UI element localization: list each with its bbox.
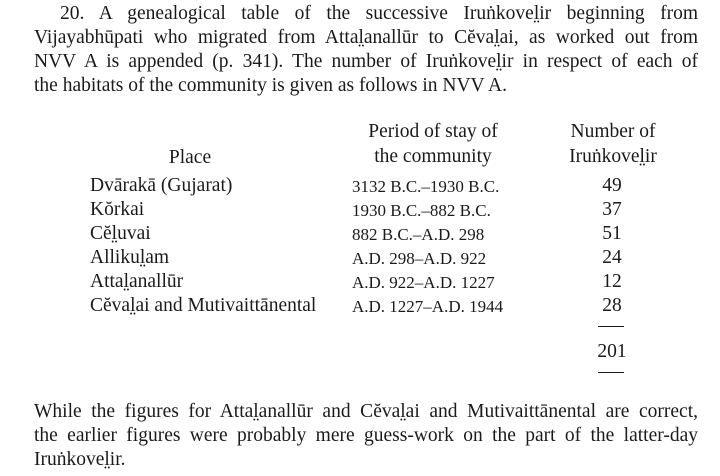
header-period-line2: the community <box>374 146 492 167</box>
row-number: 12 <box>602 271 622 292</box>
intro-line-4: the habitats of the community is given as follows in NVV A. <box>34 75 508 96</box>
intro-line-3: NVV A is appended (p. 341). The number of Iruṅkovel̤ir in respect of each of <box>34 51 698 72</box>
row-period: A.D. 922–A.D. 1227 <box>352 273 495 292</box>
header-period-line1: Period of stay of <box>368 121 498 142</box>
row-number: 24 <box>602 247 622 268</box>
header-number-line1: Number of <box>570 121 656 142</box>
row-period: 3132 B.C.–1930 B.C. <box>352 177 500 196</box>
row-place: Cĕl̤uvai <box>90 223 151 244</box>
row-number: 37 <box>602 199 622 220</box>
total-rule-bottom <box>598 372 624 373</box>
row-number: 49 <box>602 175 622 196</box>
header-place: Place <box>168 147 212 168</box>
row-period: 882 B.C.–A.D. 298 <box>352 225 485 244</box>
closing-line-1: While the figures for Attal̤anallūr and Cĕval̤ai and Mutivaittānental are correct, <box>34 401 698 422</box>
row-period: A.D. 1227–A.D. 1944 <box>352 297 504 316</box>
closing-line-2: the earlier figures were probably mere guess-work on the part of the latter-day <box>34 425 698 446</box>
row-number: 28 <box>602 295 622 316</box>
closing-line-3: Iruṅkovel̤ir. <box>34 449 126 470</box>
row-place: Cĕval̤ai and Mutivaittānental <box>90 295 317 316</box>
row-number: 51 <box>602 223 622 244</box>
row-place: Attal̤anallūr <box>90 271 184 292</box>
intro-line-1: 20. A genealogical table of the successive Iruṅkovel̤ir beginning from <box>60 3 698 24</box>
row-period: A.D. 298–A.D. 922 <box>352 249 487 268</box>
total-value: 201 <box>597 341 627 362</box>
row-place: Kŏrkai <box>90 199 145 220</box>
row-place: Dvārakā (Gujarat) <box>90 175 233 196</box>
row-period: 1930 B.C.–882 B.C. <box>352 201 491 220</box>
row-place: Allikul̤am <box>90 247 170 268</box>
header-number-line2: Iruṅkovel̤ir <box>569 146 657 167</box>
total-rule-top <box>598 326 624 327</box>
intro-line-2: Vijayabhūpati who migrated from Attal̤anallūr to Cĕval̤ai, as worked out from <box>34 27 698 48</box>
